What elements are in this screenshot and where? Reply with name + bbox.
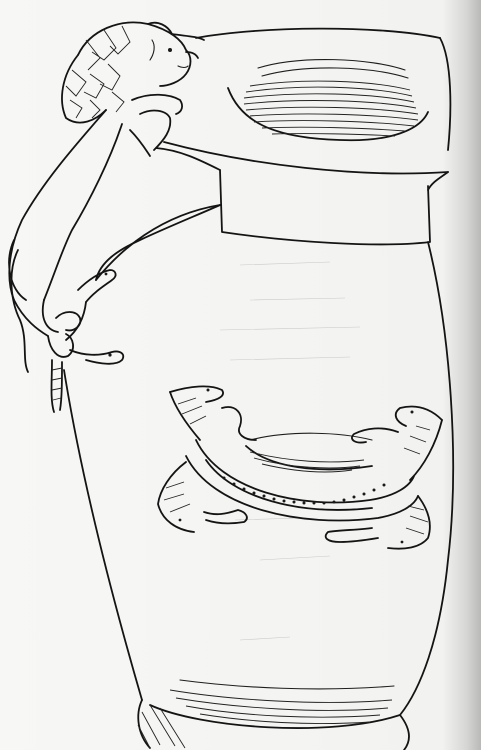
lower-shading <box>170 680 394 724</box>
lizard-applique <box>158 386 442 548</box>
vessel-mouth <box>228 60 428 141</box>
vessel-body <box>64 29 453 750</box>
bleed-through-marks <box>220 262 360 640</box>
lion-handle <box>9 22 220 412</box>
